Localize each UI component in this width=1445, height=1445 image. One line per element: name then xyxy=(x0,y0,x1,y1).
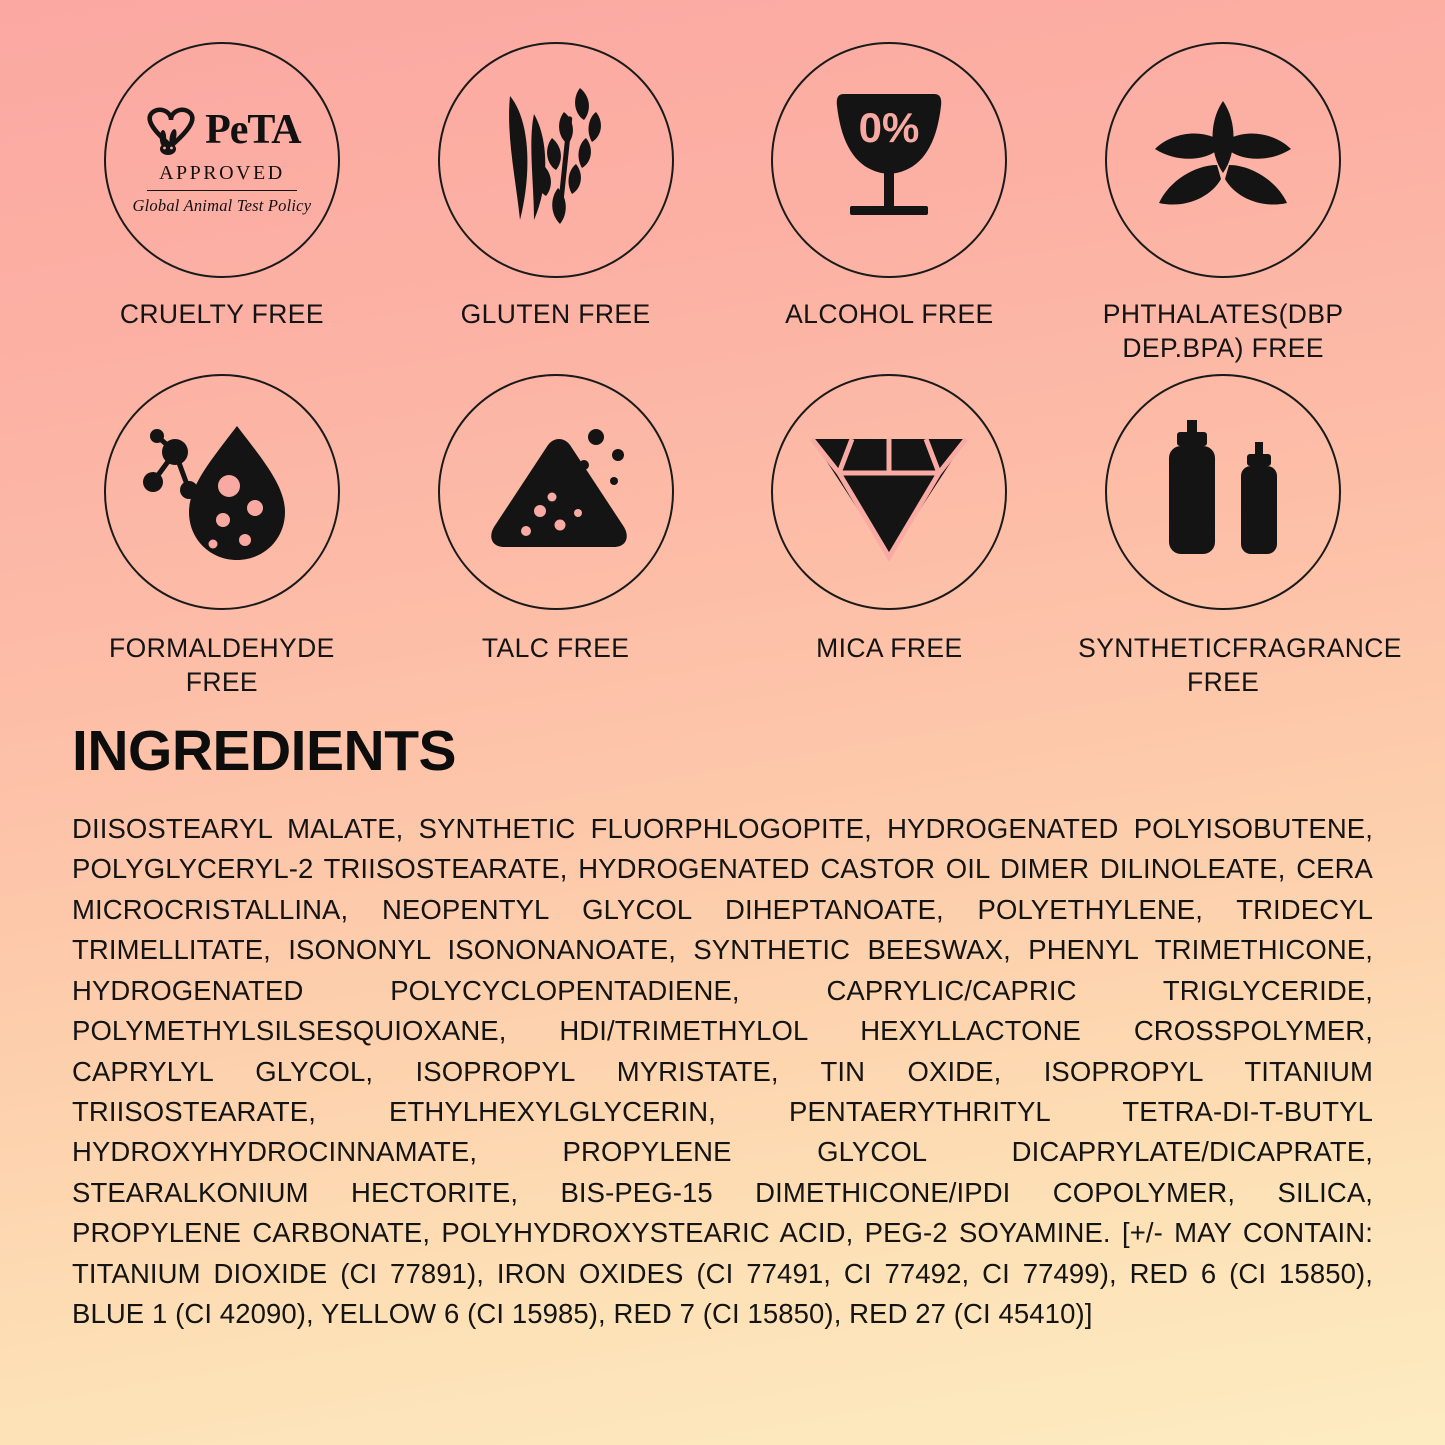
wheat-icon xyxy=(476,80,636,240)
leaves-icon xyxy=(1133,95,1313,225)
peta-approved-text: APPROVED xyxy=(159,161,285,184)
badge-label: ALCOHOL FREE xyxy=(785,299,994,329)
badge-cruelty-free xyxy=(60,42,384,366)
badge-circle xyxy=(104,42,340,278)
badge-alcohol-free xyxy=(728,42,1052,366)
peta-wordmark: PeTA xyxy=(205,106,301,153)
badge-circle xyxy=(1105,374,1341,610)
badge-label: TALC FREE xyxy=(481,632,630,663)
badge-circle xyxy=(1105,42,1341,278)
badge-synthetic-fragrance-free xyxy=(1061,374,1402,700)
peta-policy-text: Global Animal Test Policy xyxy=(132,196,312,216)
badge-phthalates-free xyxy=(1061,42,1385,366)
badge-circle xyxy=(771,42,1007,278)
diamond-icon xyxy=(794,417,984,567)
ingredients-body: DIISOSTEARYL MALATE, SYNTHETIC FLUORPHLOGOPITE, HYDROGENATED POLYISOBUTENE, POLYGLYCERYL-2 TRIISOSTEARATE, HYDROGENATED CASTOR OIL DIMER DILINOLEATE, CERA MICROCRISTALLINA, NEOPENTYL GLYCOL DIHEPTANOATE, POLYETHYLENE, TRIDECYL TRIMELLITATE, ISONONYL ISONONANOATE, SYNTHETIC BEESWAX, PHENYL TRIMETHICONE, HYDROGENATED POLYCYCLOPENTADIENE, CAPRYLIC/CAPRIC TRIGLYCERIDE, POLYMETHYLSILSESQUIOXANE, HDI/TRIMETHYLOL HEXYLLACTONE CROSSPOLYMER, CAPRYLYL GLYCOL, ISOPROPYL MYRISTATE, TIN OXIDE, ISOPROPYL TITANIUM TRIISOSTEARATE, ETHYLHEXYLGLYCERIN, PENTAERYTHRITYL TETRA-DI-T-BUTYL HYDROXYHYDROCINNAMATE, PROPYLENE GLYCOL DICAPRYLATE/DICAPRATE, STEARALKONIUM HECTORITE, BIS-PEG-15 DIMETHICONE/IPDI COPOLYMER, SILICA, PROPYLENE CARBONATE, POLYHYDROXYSTEARIC ACID, PEG-2 SOYAMINE. [+/- MAY CONTAIN: TITANIUM DIOXIDE (CI 77891), IRON OXIDES (CI 77491, CI 77492, CI 77499), RED 6 (CI 15850), BLUE 1 (CI 42090), YELLOW 6 (CI 15985), RED 7 (CI 15850), RED 27 (CI 45410)] xyxy=(72,812,1373,1330)
claims-badge-grid xyxy=(0,0,1445,700)
powder-pile-icon xyxy=(468,417,643,567)
badge-circle xyxy=(438,374,674,610)
badge-label: SYNTHETICFRAGRANCE FREE xyxy=(1078,632,1402,697)
badge-circle xyxy=(104,374,340,610)
badge-label: FORMALDEHYDE FREE xyxy=(109,632,335,697)
badge-label: PHTHALATES(DBP DEP.BPA) FREE xyxy=(1102,299,1344,363)
page-title: INGREDIENTS xyxy=(72,718,457,783)
badge-label: MICA FREE xyxy=(816,632,963,663)
peta-approved-icon xyxy=(119,57,325,263)
molecule-droplet-icon xyxy=(137,412,307,572)
badge-talc-free xyxy=(394,374,718,700)
badge-gluten-free xyxy=(394,42,718,366)
badge-circle xyxy=(438,42,674,278)
divider xyxy=(147,190,297,192)
badge-label: CRUELTY FREE xyxy=(119,299,324,329)
heart-bunny-icon xyxy=(143,104,199,156)
wine-glass-zero-percent-icon xyxy=(804,80,974,240)
badge-formaldehyde-free xyxy=(60,374,384,700)
badge-label: GLUTEN FREE xyxy=(460,299,651,329)
zero-percent-text: 0% xyxy=(859,104,920,151)
badge-circle xyxy=(771,374,1007,610)
ingredients-section xyxy=(0,700,1445,1335)
fragrance-bottles-icon xyxy=(1143,412,1303,572)
badge-mica-free xyxy=(728,374,1052,700)
